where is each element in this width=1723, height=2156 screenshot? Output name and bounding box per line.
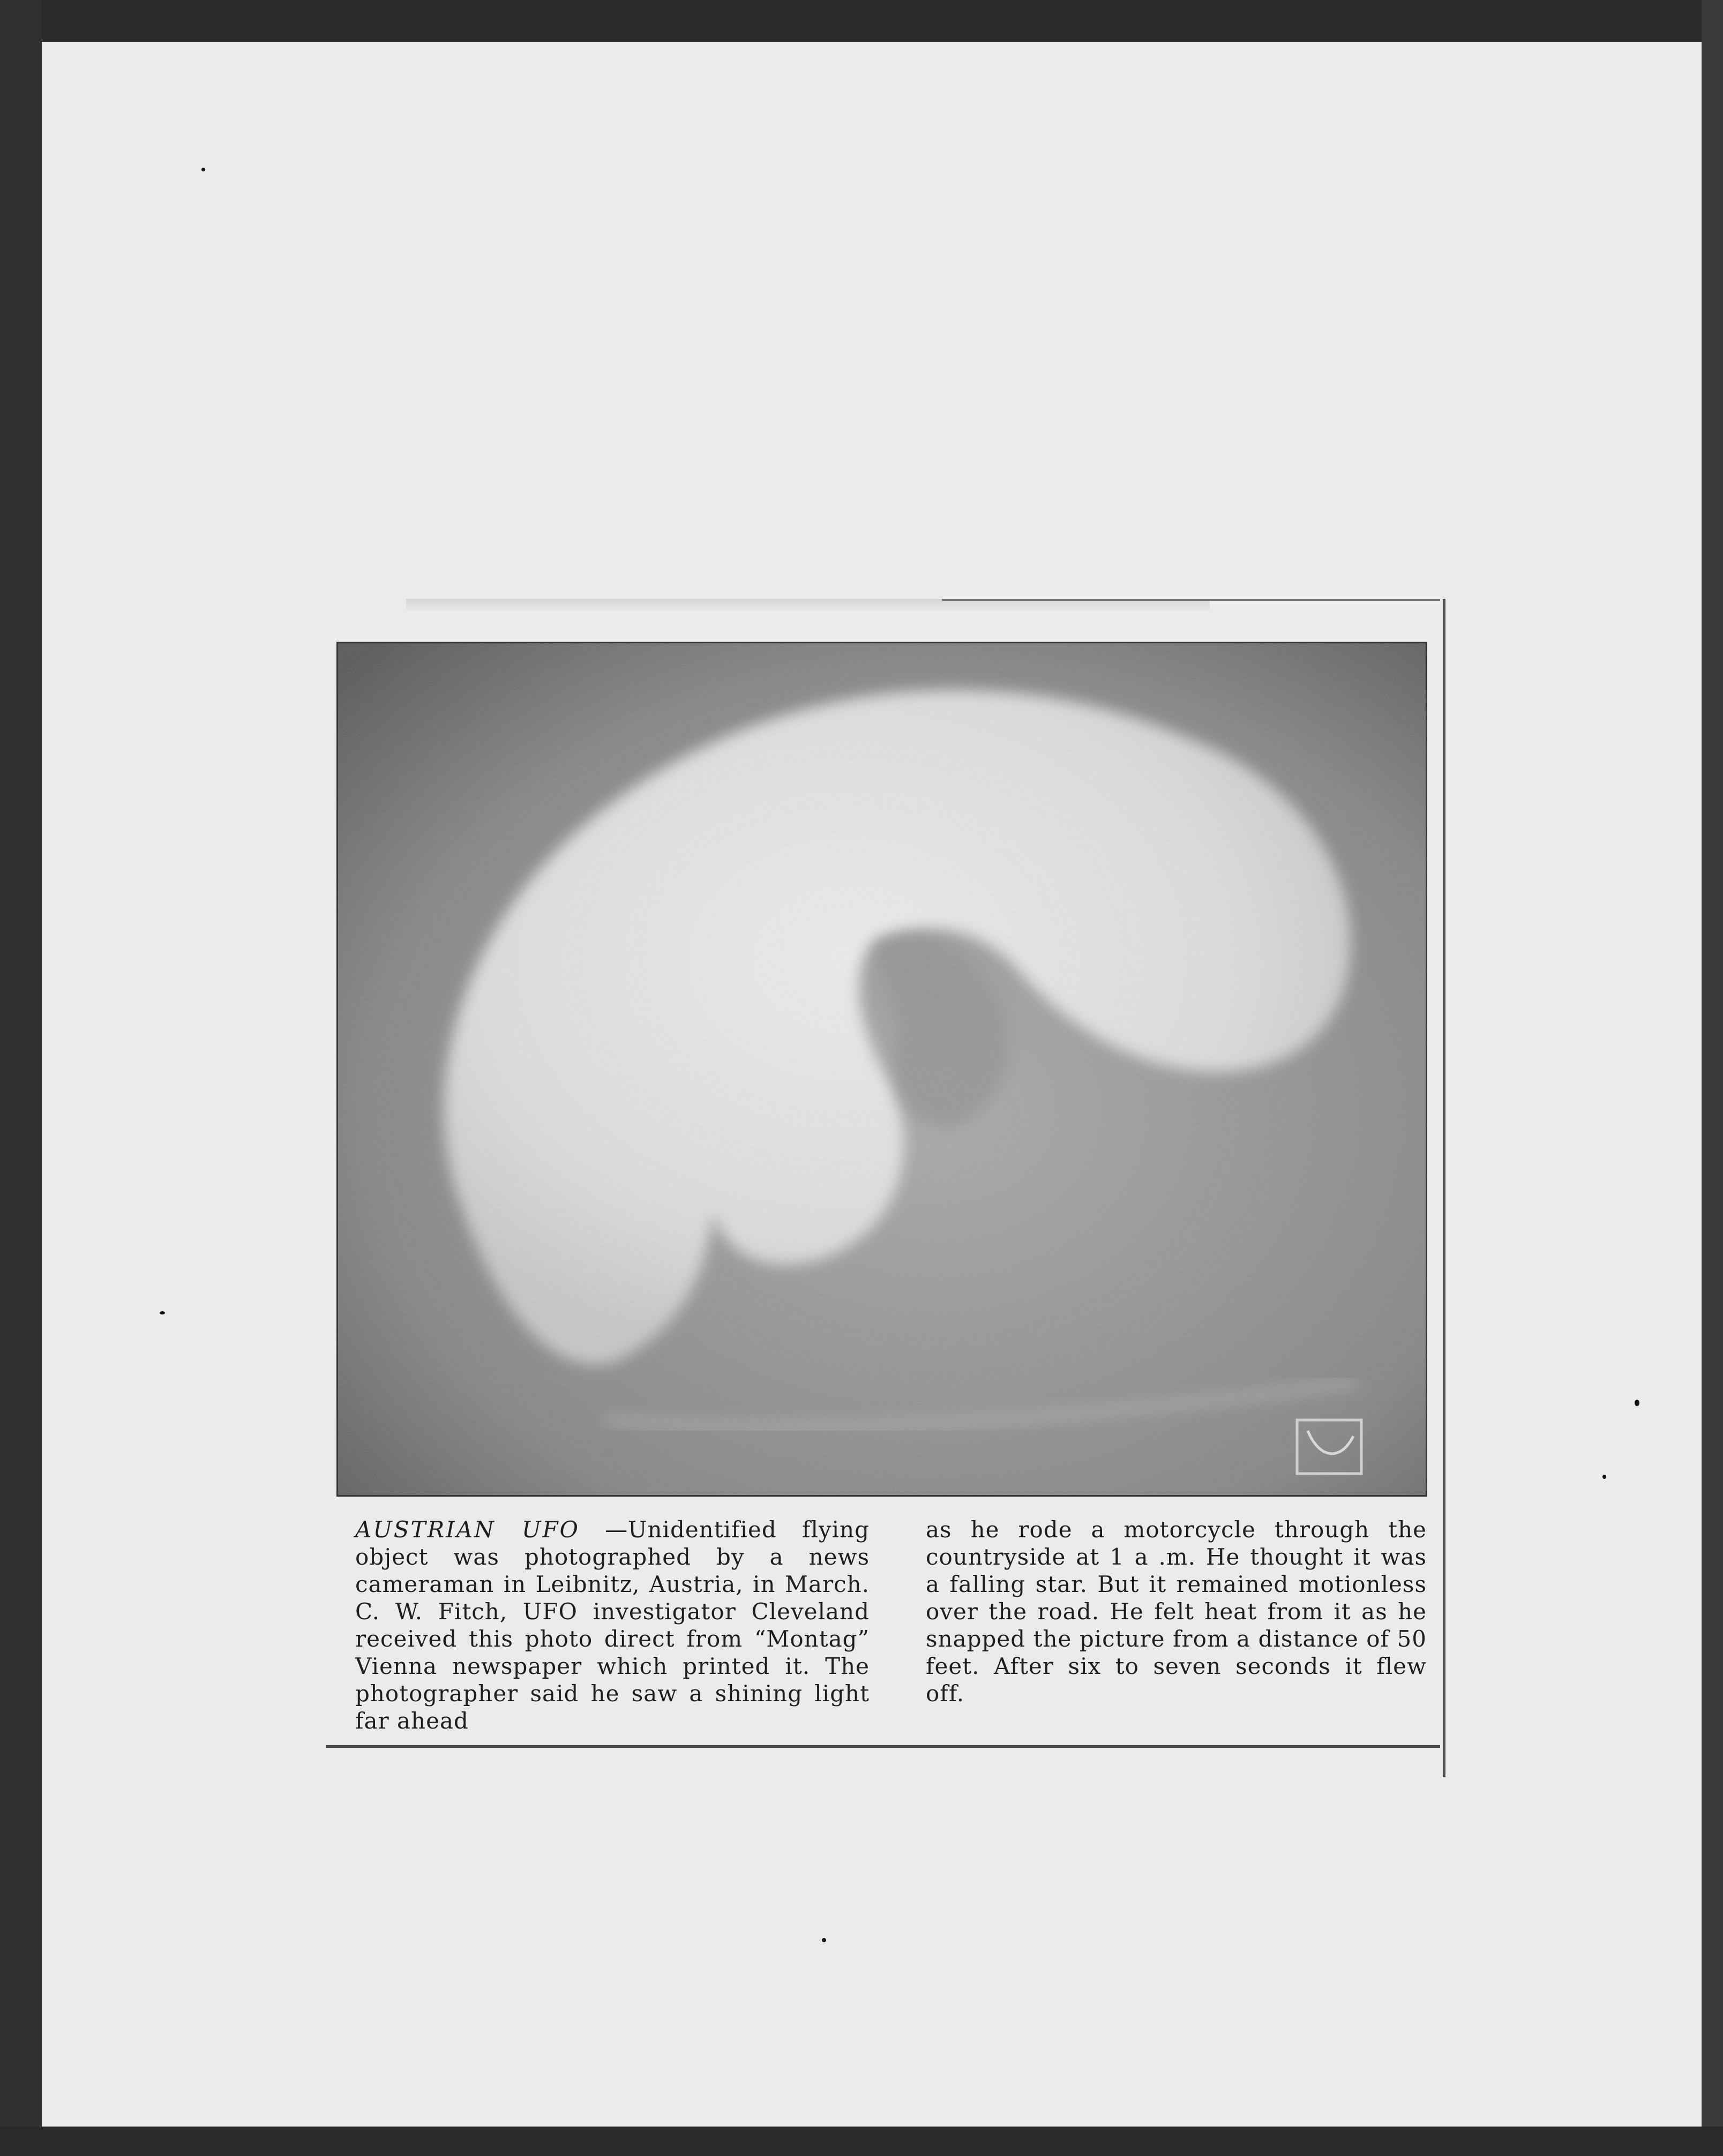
film-border-top [0, 0, 1723, 42]
photo-grain [338, 643, 1426, 1495]
scanned-page [42, 42, 1702, 2127]
film-border-left [0, 0, 42, 2156]
film-border-right [1702, 0, 1723, 2156]
photo-caption [355, 1516, 1427, 1741]
caption-column-right: as he rode a motorcycle through the countryside at 1 a .m. He thought it was a falling star. But it remained motionless over the road. He felt heat from it as he snapped the picture from a distance of 50 feet. After six to seven seconds it flew off. [926, 1516, 1427, 1707]
scan-speck [201, 168, 205, 171]
clipping-top-rule [942, 599, 1440, 601]
caption-text-left: —Unidentified flying object was photographed by a news cameraman in Leibnitz, Austria, in March. C. W. Fitch, UFO investigator Cleveland received this photo direct from “Montag” Vienna newspaper which printed it. The photographer said he saw a shining light far ahead [355, 1516, 870, 1734]
newspaper-clipping [326, 599, 1445, 1777]
clipping-bottom-rule [326, 1745, 1440, 1748]
scan-speck [822, 1938, 826, 1942]
scan-speck [1635, 1400, 1639, 1406]
scan-speck [1602, 1475, 1606, 1479]
film-border-bottom [0, 2127, 1723, 2156]
caption-column-left [355, 1516, 870, 1741]
scan-speck [160, 1311, 165, 1314]
ufo-photograph [336, 642, 1427, 1497]
caption-headline: AUSTRIAN UFO [355, 1516, 580, 1543]
clipping-right-rule [1443, 599, 1445, 1777]
